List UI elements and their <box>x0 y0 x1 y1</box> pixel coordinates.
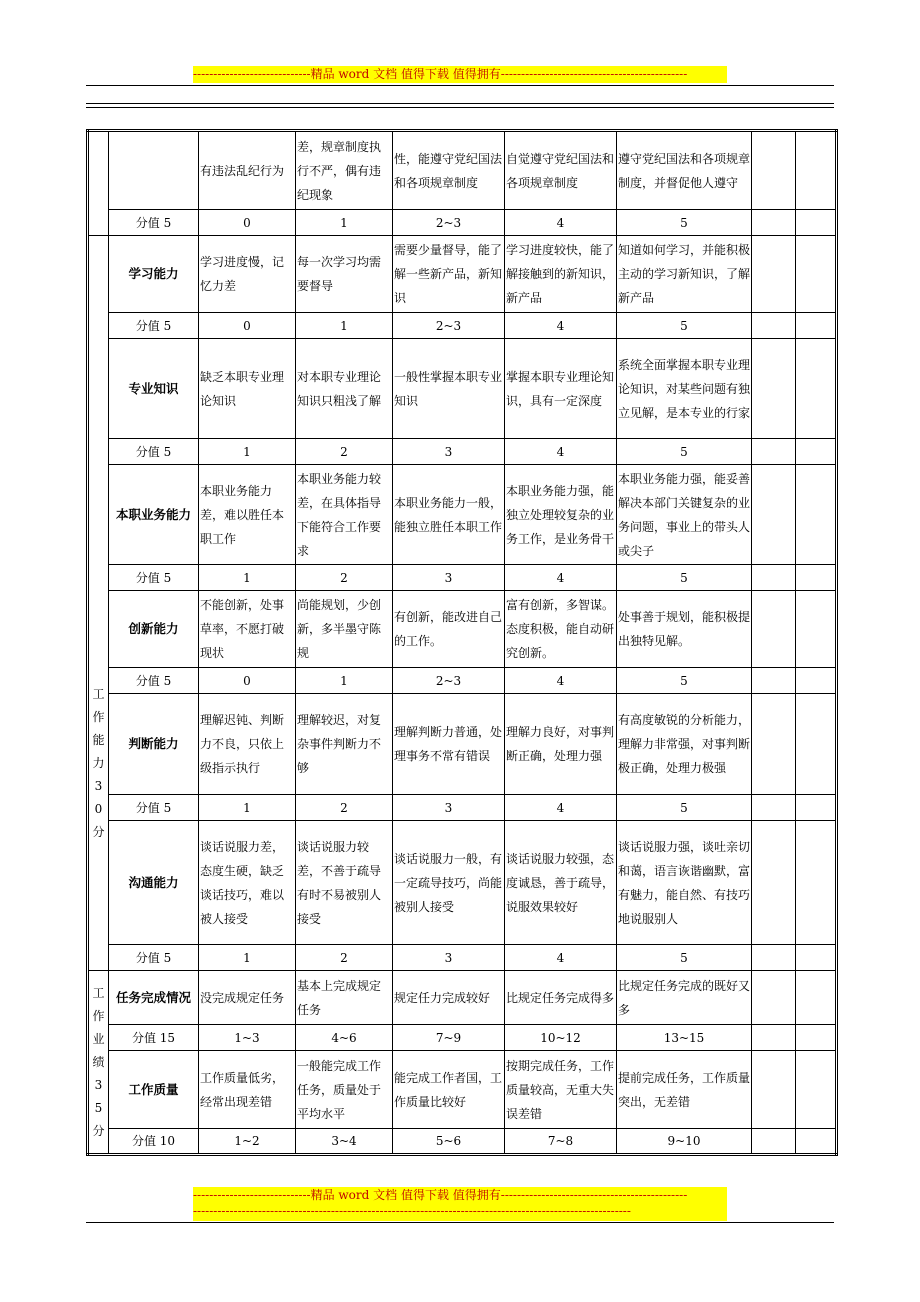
level-description: 比规定任务完成得多 <box>505 971 617 1025</box>
level-description: 性，能遵守党纪国法和各项规章制度 <box>393 131 505 210</box>
criterion-name <box>109 131 199 210</box>
score-row <box>88 1025 837 1051</box>
score-row <box>88 565 837 591</box>
criterion-name: 沟通能力 <box>109 821 199 945</box>
empty-cell <box>796 694 837 795</box>
score-value: 1 <box>199 565 296 591</box>
score-label: 分值 5 <box>109 668 199 694</box>
bottom-banner-dashes: ------------------------------------------------------------------------------------------------------------ <box>193 1204 631 1218</box>
table-row <box>88 131 837 210</box>
level-description: 每一次学习均需要督导 <box>296 236 393 313</box>
level-description: 一般性掌握本职专业知识 <box>393 339 505 439</box>
level-description: 一般能完成工作任务，质量处于平均水平 <box>296 1051 393 1129</box>
score-label: 分值 5 <box>109 313 199 339</box>
score-label: 分值 10 <box>109 1129 199 1155</box>
empty-cell <box>796 971 837 1025</box>
category-performance: 工作业绩35分 <box>88 971 109 1155</box>
score-value: 1 <box>296 210 393 236</box>
level-description: 本职业务能力较差，在具体指导下能符合工作要求 <box>296 465 393 565</box>
category-cell-continued <box>88 131 109 236</box>
table-row <box>88 694 837 795</box>
score-value: 2~3 <box>393 313 505 339</box>
score-value: 0 <box>199 668 296 694</box>
score-row <box>88 1129 837 1155</box>
level-description: 谈话说服力差，态度生硬，缺乏谈话技巧，难以被人接受 <box>199 821 296 945</box>
empty-cell <box>752 131 796 210</box>
criterion-name: 工作质量 <box>109 1051 199 1129</box>
score-value: 5 <box>617 565 752 591</box>
empty-cell <box>796 565 837 591</box>
empty-cell <box>796 945 837 971</box>
level-description: 理解较迟，对复杂事件判断力不够 <box>296 694 393 795</box>
empty-cell <box>796 795 837 821</box>
level-description: 理解判断力普通，处理事务不常有错误 <box>393 694 505 795</box>
level-description: 谈话说服力较差，不善于疏导有时不易被别人接受 <box>296 821 393 945</box>
level-description: 基本上完成规定任务 <box>296 971 393 1025</box>
score-label: 分值 5 <box>109 795 199 821</box>
score-value: 4 <box>505 668 617 694</box>
empty-cell <box>796 1025 837 1051</box>
empty-cell <box>752 971 796 1025</box>
bottom-banner-text: -----------------------------精品 word 文档 值得下载 值得拥有---------------------------------------------- <box>193 1188 688 1202</box>
header-rule-2 <box>86 103 834 104</box>
level-description: 谈话说服力强，谈吐亲切和蔼，语言诙谐幽默，富有魅力，能自然、有技巧地说服别人 <box>617 821 752 945</box>
empty-cell <box>752 465 796 565</box>
score-row <box>88 668 837 694</box>
level-description: 本职业务能力差，难以胜任本职工作 <box>199 465 296 565</box>
level-description: 理解力良好，对事判断正确，处理力强 <box>505 694 617 795</box>
score-value: 2 <box>296 945 393 971</box>
score-value: 3~4 <box>296 1129 393 1155</box>
header-rule-3 <box>86 107 834 108</box>
empty-cell <box>752 339 796 439</box>
empty-cell <box>796 210 837 236</box>
level-description: 有高度敏锐的分析能力，理解力非常强，对事判断极正确，处理力极强 <box>617 694 752 795</box>
level-description: 需要少量督导，能了解一些新产品，新知识 <box>393 236 505 313</box>
level-description: 有创新，能改进自己的工作。 <box>393 591 505 668</box>
score-value: 4 <box>505 795 617 821</box>
empty-cell <box>796 591 837 668</box>
empty-cell <box>796 465 837 565</box>
score-row <box>88 795 837 821</box>
level-description: 能完成工作者国，工作质量比较好 <box>393 1051 505 1129</box>
empty-cell <box>796 668 837 694</box>
criterion-name: 本职业务能力 <box>109 465 199 565</box>
criterion-name: 学习能力 <box>109 236 199 313</box>
level-description: 本职业务能力一般，能独立胜任本职工作 <box>393 465 505 565</box>
score-value: 0 <box>199 210 296 236</box>
level-description: 富有创新，多智谋。态度积极，能自动研究创新。 <box>505 591 617 668</box>
score-value: 4 <box>505 439 617 465</box>
empty-cell <box>796 439 837 465</box>
level-description: 谈话说服力一般，有一定疏导技巧，尚能被别人接受 <box>393 821 505 945</box>
score-row <box>88 945 837 971</box>
header-rule <box>86 85 834 86</box>
score-value: 4 <box>505 945 617 971</box>
empty-cell <box>796 339 837 439</box>
level-description: 学习进度较快，能了解接触到的新知识，新产品 <box>505 236 617 313</box>
score-value: 5~6 <box>393 1129 505 1155</box>
table-row <box>88 821 837 945</box>
table-row <box>88 971 837 1025</box>
score-label: 分值 5 <box>109 439 199 465</box>
score-value: 7~8 <box>505 1129 617 1155</box>
empty-cell <box>796 821 837 945</box>
empty-cell <box>796 131 837 210</box>
score-value: 4 <box>505 565 617 591</box>
empty-cell <box>752 1025 796 1051</box>
empty-cell <box>752 694 796 795</box>
score-value: 1 <box>199 945 296 971</box>
empty-cell <box>752 236 796 313</box>
level-description: 比规定任务完成的既好又多 <box>617 971 752 1025</box>
empty-cell <box>752 565 796 591</box>
score-value: 4 <box>505 210 617 236</box>
footer-rule <box>86 1222 834 1223</box>
level-description: 处事善于规划，能积极提出独特见解。 <box>617 591 752 668</box>
level-description: 学习进度慢，记忆力差 <box>199 236 296 313</box>
score-value: 4 <box>505 313 617 339</box>
score-value: 7~9 <box>393 1025 505 1051</box>
criterion-name: 专业知识 <box>109 339 199 439</box>
score-value: 9~10 <box>617 1129 752 1155</box>
score-value: 2~3 <box>393 210 505 236</box>
score-row <box>88 210 837 236</box>
level-description: 工作质量低劣，经常出现差错 <box>199 1051 296 1129</box>
level-description: 遵守党纪国法和各项规章制度，并督促他人遵守 <box>617 131 752 210</box>
score-value: 10~12 <box>505 1025 617 1051</box>
score-value: 1~3 <box>199 1025 296 1051</box>
level-description: 不能创新，处事草率，不愿打破现状 <box>199 591 296 668</box>
score-label: 分值 5 <box>109 945 199 971</box>
level-description: 谈话说服力较强，态度诚恳，善于疏导，说服效果较好 <box>505 821 617 945</box>
empty-cell <box>752 668 796 694</box>
score-value: 1 <box>199 795 296 821</box>
score-value: 2~3 <box>393 668 505 694</box>
bottom-banner <box>193 1187 727 1221</box>
level-description: 缺乏本职专业理论知识 <box>199 339 296 439</box>
level-description: 掌握本职专业理论知识，具有一定深度 <box>505 339 617 439</box>
level-description: 差，规章制度执行不严，偶有违纪现象 <box>296 131 393 210</box>
score-value: 4~6 <box>296 1025 393 1051</box>
level-description: 按期完成任务，工作质量较高，无重大失误差错 <box>505 1051 617 1129</box>
score-value: 3 <box>393 795 505 821</box>
score-value: 1 <box>296 313 393 339</box>
category-ability: 工作能力30分 <box>88 236 109 971</box>
empty-cell <box>752 1051 796 1129</box>
score-label: 分值 15 <box>109 1025 199 1051</box>
empty-cell <box>752 945 796 971</box>
score-value: 2 <box>296 795 393 821</box>
score-row <box>88 439 837 465</box>
score-value: 5 <box>617 795 752 821</box>
empty-cell <box>752 439 796 465</box>
score-value: 5 <box>617 439 752 465</box>
empty-cell <box>796 1129 837 1155</box>
score-value: 13~15 <box>617 1025 752 1051</box>
level-description: 规定任力完成较好 <box>393 971 505 1025</box>
level-description: 系统全面掌握本职专业理论知识，对某些问题有独立见解，是本专业的行家 <box>617 339 752 439</box>
top-banner <box>193 66 727 83</box>
empty-cell <box>752 313 796 339</box>
score-value: 1 <box>199 439 296 465</box>
empty-cell <box>752 821 796 945</box>
score-value: 2 <box>296 439 393 465</box>
table-row <box>88 591 837 668</box>
score-label: 分值 5 <box>109 210 199 236</box>
score-value: 5 <box>617 313 752 339</box>
criterion-name: 创新能力 <box>109 591 199 668</box>
empty-cell <box>796 1051 837 1129</box>
level-description: 知道如何学习，并能积极主动的学习新知识，了解新产品 <box>617 236 752 313</box>
table-row <box>88 465 837 565</box>
score-value: 5 <box>617 945 752 971</box>
level-description: 自觉遵守党纪国法和各项规章制度 <box>505 131 617 210</box>
table-row <box>88 339 837 439</box>
level-description: 本职业务能力强，能独立处理较复杂的业务工作，是业务骨干 <box>505 465 617 565</box>
score-label: 分值 5 <box>109 565 199 591</box>
level-description: 没完成规定任务 <box>199 971 296 1025</box>
level-description: 有违法乱纪行为 <box>199 131 296 210</box>
level-description: 本职业务能力强，能妥善解决本部门关键复杂的业务问题，事业上的带头人或尖子 <box>617 465 752 565</box>
score-value: 3 <box>393 565 505 591</box>
criterion-name: 任务完成情况 <box>109 971 199 1025</box>
empty-cell <box>752 210 796 236</box>
level-description: 提前完成任务，工作质量突出，无差错 <box>617 1051 752 1129</box>
empty-cell <box>752 1129 796 1155</box>
table-row <box>88 1051 837 1129</box>
score-value: 3 <box>393 945 505 971</box>
empty-cell <box>752 795 796 821</box>
score-value: 3 <box>393 439 505 465</box>
evaluation-table <box>86 129 838 1156</box>
score-value: 0 <box>199 313 296 339</box>
table-row <box>88 236 837 313</box>
empty-cell <box>796 236 837 313</box>
score-row <box>88 313 837 339</box>
level-description: 尚能规划，少创新，多半墨守陈规 <box>296 591 393 668</box>
empty-cell <box>752 591 796 668</box>
score-value: 2 <box>296 565 393 591</box>
score-value: 5 <box>617 668 752 694</box>
level-description: 理解迟钝、判断力不良，只依上级指示执行 <box>199 694 296 795</box>
score-value: 1~2 <box>199 1129 296 1155</box>
empty-cell <box>796 313 837 339</box>
top-banner-text: -----------------------------精品 word 文档 值得下载 值得拥有---------------------------------------------- <box>193 67 688 81</box>
score-value: 1 <box>296 668 393 694</box>
level-description: 对本职专业理论知识只粗浅了解 <box>296 339 393 439</box>
score-value: 5 <box>617 210 752 236</box>
criterion-name: 判断能力 <box>109 694 199 795</box>
